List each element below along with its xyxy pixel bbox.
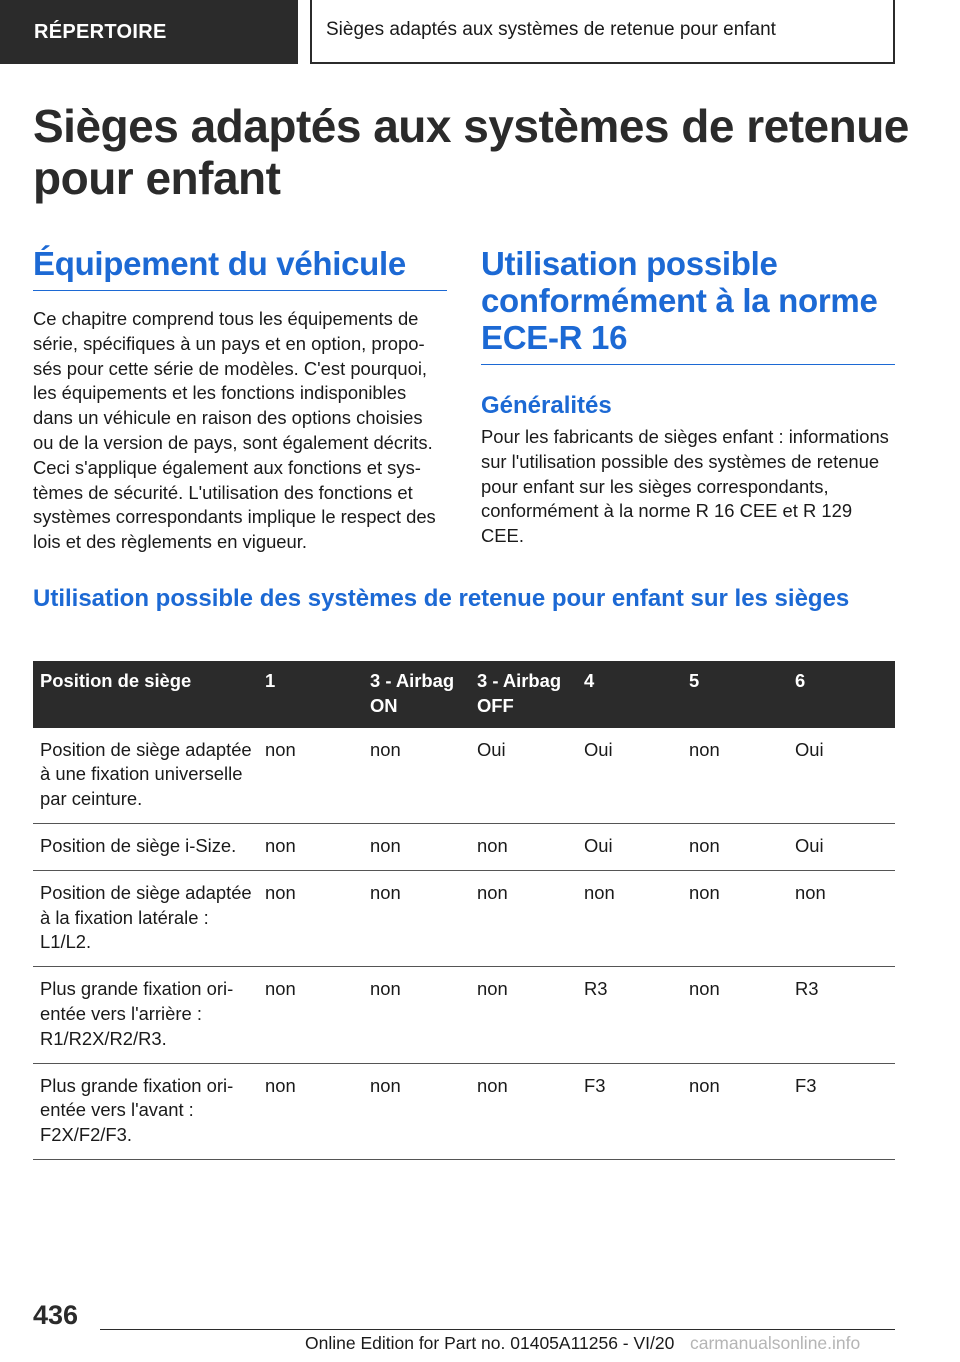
page-title: Sièges adaptés aux systèmes de retenue pour enfant [33, 100, 909, 204]
section-heading: Équipement du véhicule [33, 245, 447, 291]
table-cell: Oui [577, 728, 682, 824]
column-header: Position de siège [33, 661, 258, 728]
child-seat-table [33, 661, 895, 1160]
table-cell: non [577, 870, 682, 966]
table-row [33, 1063, 895, 1159]
edition-note: Online Edition for Part no. 01405A11256 - VI/20 [305, 1333, 675, 1353]
table-cell: non [682, 870, 788, 966]
vehicle-equipment-section [33, 245, 447, 555]
column-header: 1 [258, 661, 363, 728]
table-cell: non [363, 728, 470, 824]
table-cell: non [258, 967, 363, 1063]
table-cell: non [470, 1063, 577, 1159]
table-cell: F3 [577, 1063, 682, 1159]
column-header: 3 - Airbag ON [363, 661, 470, 728]
table-cell: non [258, 1063, 363, 1159]
table-cell: Oui [788, 823, 895, 870]
table-cell: non [682, 1063, 788, 1159]
table-cell: non [788, 870, 895, 966]
table-row [33, 870, 895, 966]
header-bar [0, 0, 960, 66]
table-cell: non [363, 870, 470, 966]
table-cell: Oui [788, 728, 895, 824]
section-heading: Utilisation possible conformément à la norme ECE-R 16 [481, 245, 895, 365]
table-cell: non [470, 870, 577, 966]
table-heading: Utilisation possible des systèmes de retenue pour enfant sur les sièges [33, 585, 850, 612]
table-cell: Oui [577, 823, 682, 870]
table-cell: F3 [788, 1063, 895, 1159]
section-tab[interactable]: RÉPERTOIRE [0, 0, 298, 64]
table-cell: non [363, 967, 470, 1063]
table-cell: non [682, 728, 788, 824]
chapter-title-tab: Sièges adaptés aux systèmes de retenue pour enfant [310, 0, 895, 64]
page-number: 436 [33, 1300, 79, 1330]
column-header: 6 [788, 661, 895, 728]
watermark: carmanualsonline.info [690, 1333, 861, 1353]
section-text: Pour les fabricants de sièges enfant : informations sur l'utilisation possible des systèmes de retenue pour enfant sur les sièges correspondants, conformément à la norme R 16 CEE et R 129 CEE. [481, 426, 889, 547]
table-cell: non [682, 823, 788, 870]
table-row [33, 728, 895, 824]
table-cell: Plus grande fixation orientée vers l'arrière : R1/R2X/R2/R3. [33, 967, 258, 1063]
table-cell: Position de siège adaptée à la fixation latérale : L1/L2. [33, 870, 258, 966]
table-cell: non [470, 967, 577, 1063]
table-cell: non [258, 823, 363, 870]
column-header: 5 [682, 661, 788, 728]
ece-r16-section [481, 245, 895, 549]
column-header: 3 - Airbag OFF [470, 661, 577, 728]
table-cell: non [258, 870, 363, 966]
table-cell: non [258, 728, 363, 824]
table-cell: R3 [788, 967, 895, 1063]
footer-divider [100, 1329, 895, 1330]
table-cell: Plus grande fixation orientée vers l'avant : F2X/F2/F3. [33, 1063, 258, 1159]
table-cell: Position de siège adaptée à une fixation universelle par ceinture. [33, 728, 258, 824]
table-cell: non [363, 823, 470, 870]
table-cell: Position de siège i-Size. [33, 823, 258, 870]
table-row [33, 967, 895, 1063]
section-text: Ce chapitre comprend tous les équipements de série, spécifiques à un pays et en option, proposés pour cette série de modèles. C'est pourquoi, les équipements et les fonctions indisponibles dans un véhicule en raison des options choisies ou de la version de pays, sont également décrits. Ceci s'applique également aux fonctions et systèmes de sécurité. L'utilisation des fonctions et systèmes correspondants implique le respect des lois et des règlements en vigueur. [33, 308, 436, 553]
table-cell: non [682, 967, 788, 1063]
table-cell: non [363, 1063, 470, 1159]
column-header: 4 [577, 661, 682, 728]
table-cell: non [470, 823, 577, 870]
table-header-row [33, 661, 895, 728]
subsection-heading: Généralités [481, 392, 612, 419]
table-cell: R3 [577, 967, 682, 1063]
table-row [33, 823, 895, 870]
table-cell: Oui [470, 728, 577, 824]
